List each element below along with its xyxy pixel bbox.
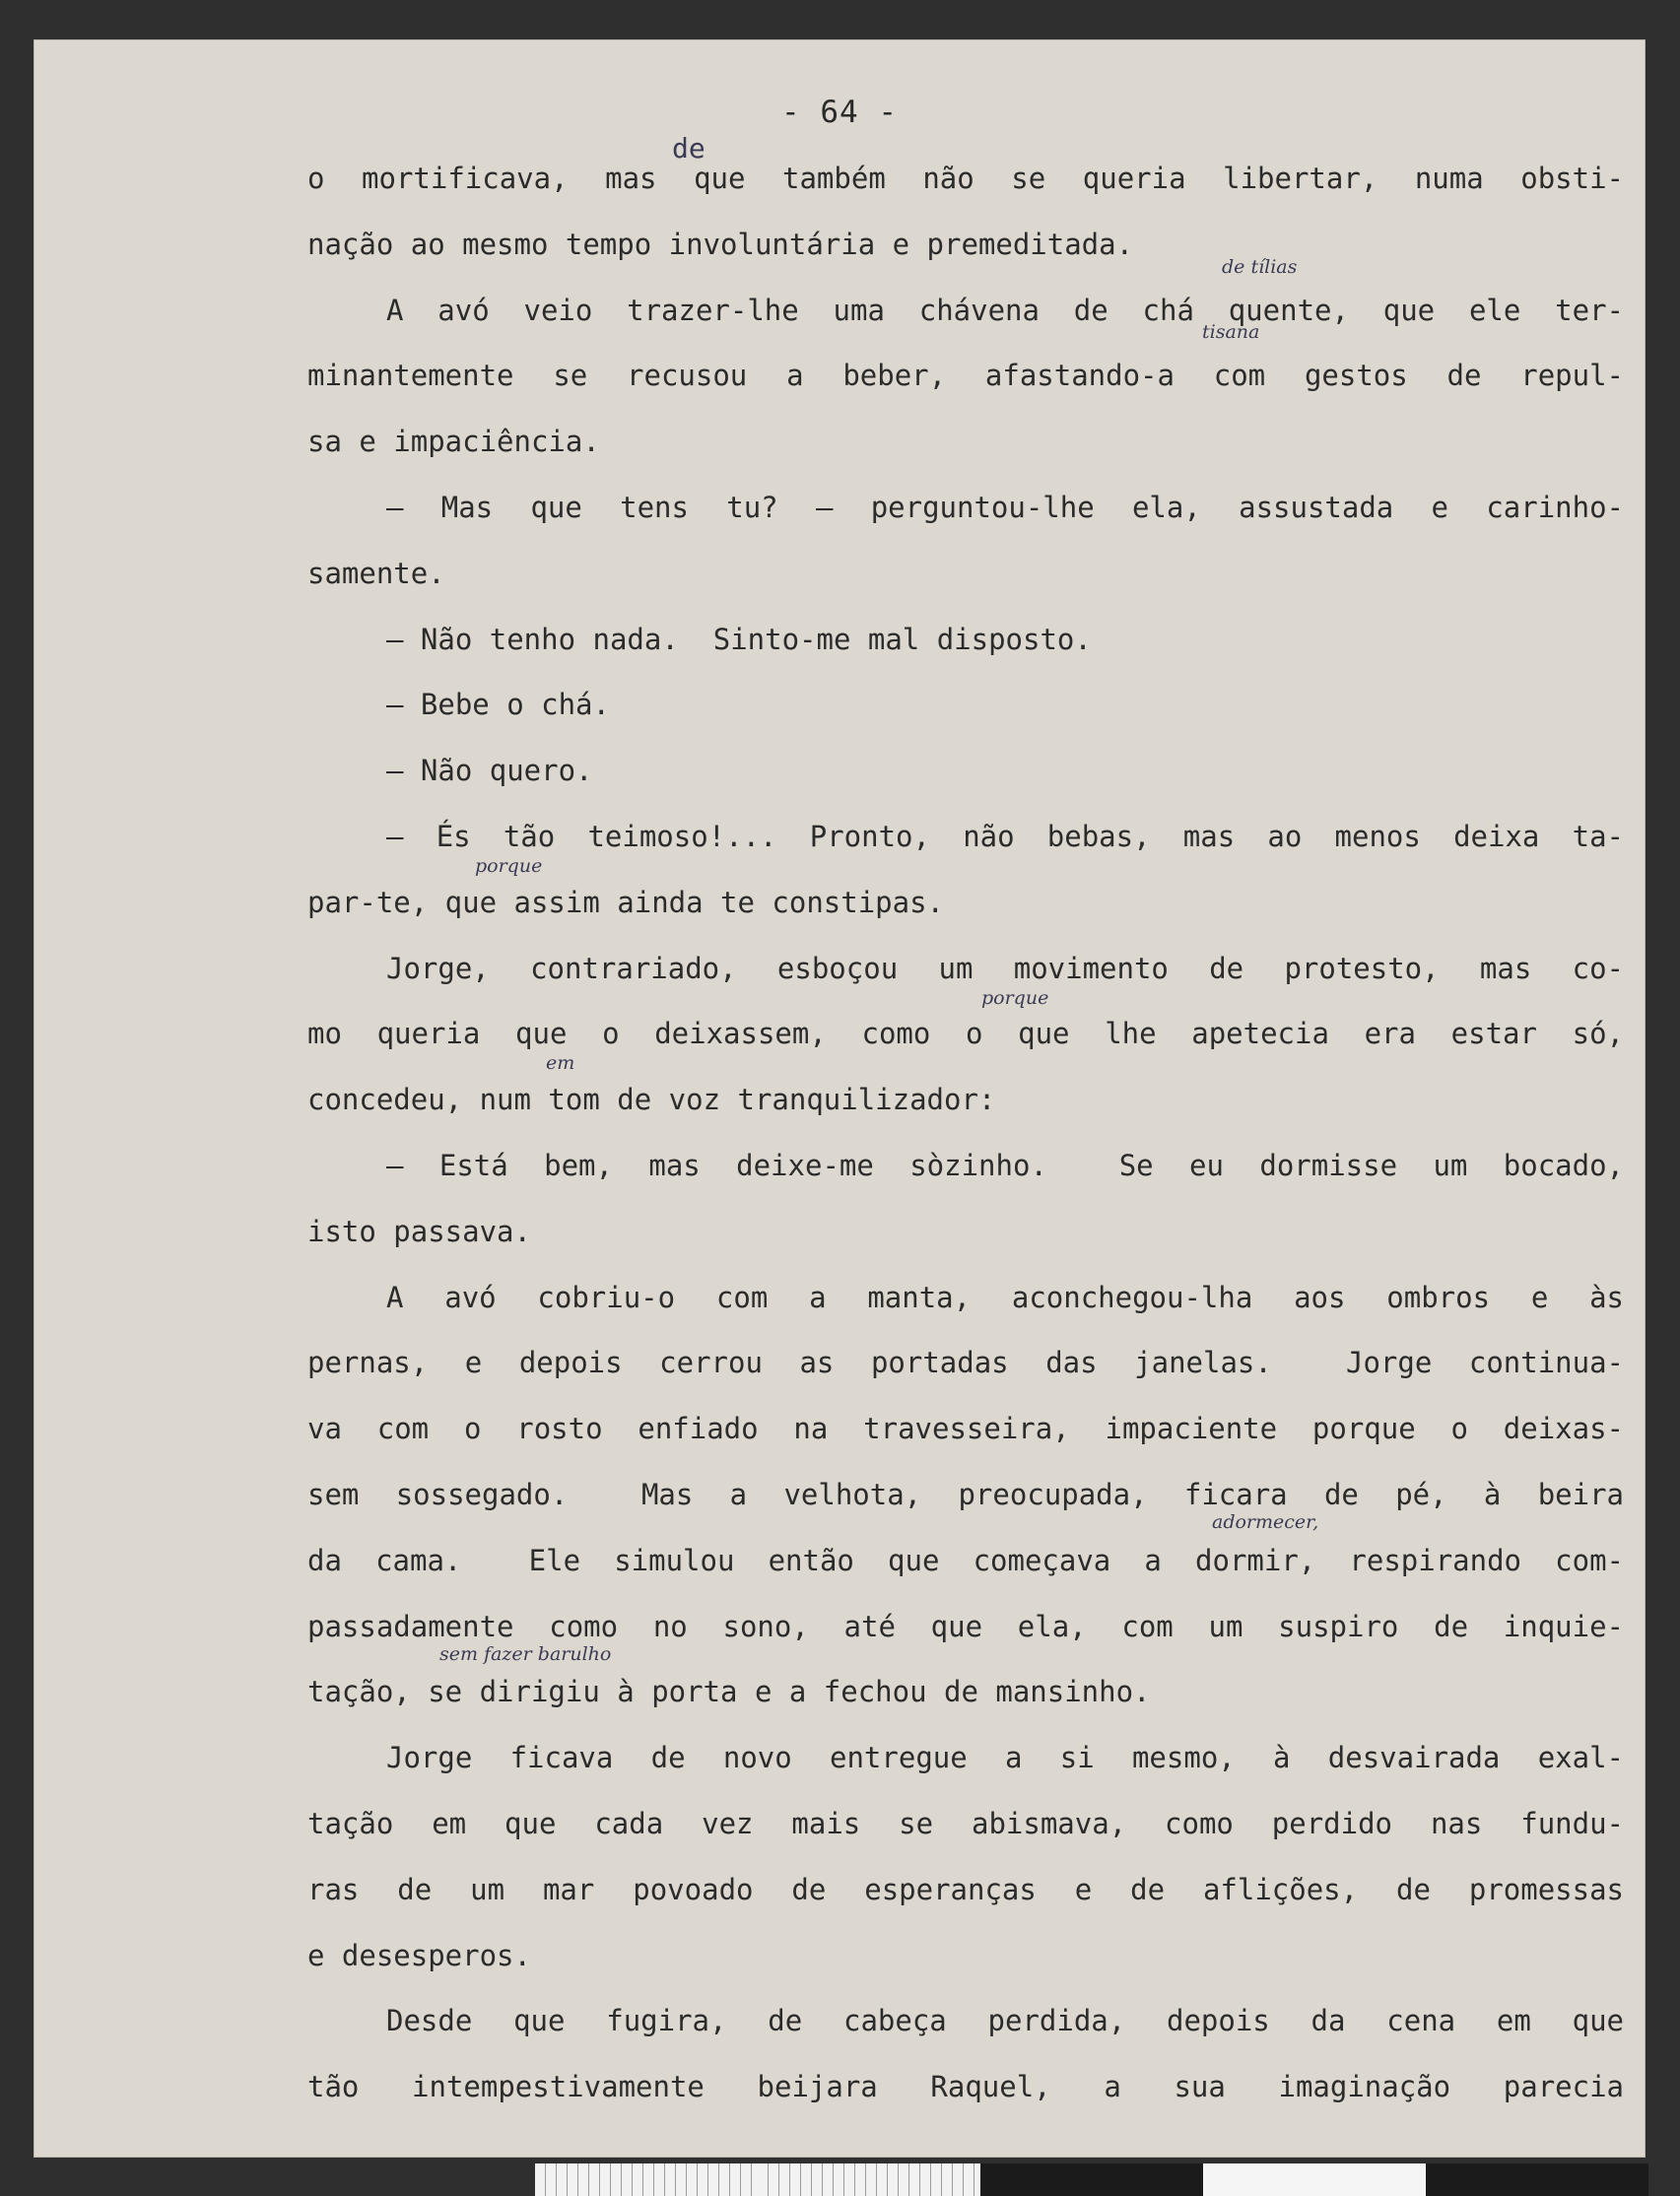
insertion-de: de <box>672 132 706 165</box>
text-line: va com o rosto enfiado na travesseira, impaciente porque o deixas- <box>307 1412 1624 1446</box>
text-line: Jorge, contrariado, esboçou um movimento de protesto, mas co- <box>386 951 1624 985</box>
text-line: minantemente se recusou a beber, afastando-a com gestos de repul- <box>307 359 1624 393</box>
text-line: nação ao mesmo tempo involuntária e premeditada. <box>307 227 1134 261</box>
text-line: — Bebe o chá. <box>386 688 610 722</box>
insertion-sem-barulho: sem fazer barulho <box>439 1643 612 1665</box>
scale-segment-white <box>1203 2163 1426 2196</box>
text-lines <box>307 146 1624 2120</box>
text-line: e desesperos. <box>307 1938 531 1972</box>
insertion-adormecer: adormecer, <box>1212 1511 1319 1533</box>
text-line: passadamente como no sono, até que ela, com um suspiro de inquie- <box>307 1609 1624 1643</box>
text-line: — Não quero. <box>386 754 593 788</box>
text-line: mo queria que o deixassem, como o que lhe apetecia era estar só, <box>307 1017 1624 1051</box>
text-line: sem sossegado. Mas a velhota, preocupada, ficara de pé, à beira <box>307 1477 1624 1511</box>
page-number: - 64 - <box>781 95 898 130</box>
text-line: samente. <box>307 556 445 590</box>
text-line: par-te, que assim ainda te constipas. <box>307 885 945 919</box>
text-line: sa e impaciência. <box>307 425 600 459</box>
insertion-porque-2: porque <box>981 987 1049 1009</box>
text-line: o mortificava, mas que também não se queria libertar, numa obsti- <box>307 162 1624 195</box>
insertion-em: em <box>546 1052 575 1074</box>
color-scale-bar <box>535 2163 1648 2196</box>
text-line: A avó veio trazer-lhe uma chávena de chá quente, que ele ter- <box>386 293 1624 327</box>
scale-segment-light <box>535 2163 758 2196</box>
text-line: pernas, e depois cerrou as portadas das janelas. Jorge continua- <box>307 1346 1624 1380</box>
text-line: concedeu, num tom de voz tranquilizador: <box>307 1083 996 1117</box>
insertion-porque-1: porque <box>475 855 543 877</box>
text-line: tação em que cada vez mais se abismava, como perdido nas fundu- <box>307 1806 1624 1840</box>
text-line: isto passava. <box>307 1214 531 1248</box>
page-body <box>307 146 1624 2120</box>
text-line: A avó cobriu-o com a manta, aconchegou-lha aos ombros e às <box>386 1280 1624 1314</box>
text-line: — Mas que tens tu? — perguntou-lhe ela, assustada e carinho- <box>386 490 1624 524</box>
scale-segment-dark <box>1426 2163 1648 2196</box>
text-line: Jorge ficava de novo entregue a si mesmo, à desvairada exal- <box>386 1741 1624 1775</box>
typewritten-page <box>34 39 1646 2158</box>
insertion-de-tilias: de tílias <box>1222 256 1298 278</box>
scale-segment-dark <box>980 2163 1203 2196</box>
text-line: Desde que fugira, de cabeça perdida, depois da cena em que <box>386 2004 1624 2038</box>
text-line: tão intempestivamente beijara Raquel, a sua imaginação parecia <box>307 2070 1624 2104</box>
text-line: tação, se dirigiu à porta e a fechou de mansinho. <box>307 1675 1151 1709</box>
text-line: — És tão teimoso!... Pronto, não bebas, mas ao menos deixa ta- <box>386 819 1624 853</box>
text-line: ras de um mar povoado de esperanças e de aflições, de promessas <box>307 1872 1624 1906</box>
text-line: — Está bem, mas deixe-me sòzinho. Se eu dormisse um bocado, <box>386 1148 1624 1182</box>
insertion-tisana: tisana <box>1202 321 1260 343</box>
text-line: — Não tenho nada. Sinto-me mal disposto. <box>386 622 1092 656</box>
scale-segment-light <box>758 2163 980 2196</box>
text-line: da cama. Ele simulou então que começava a dormir, respirando com- <box>307 1543 1624 1577</box>
